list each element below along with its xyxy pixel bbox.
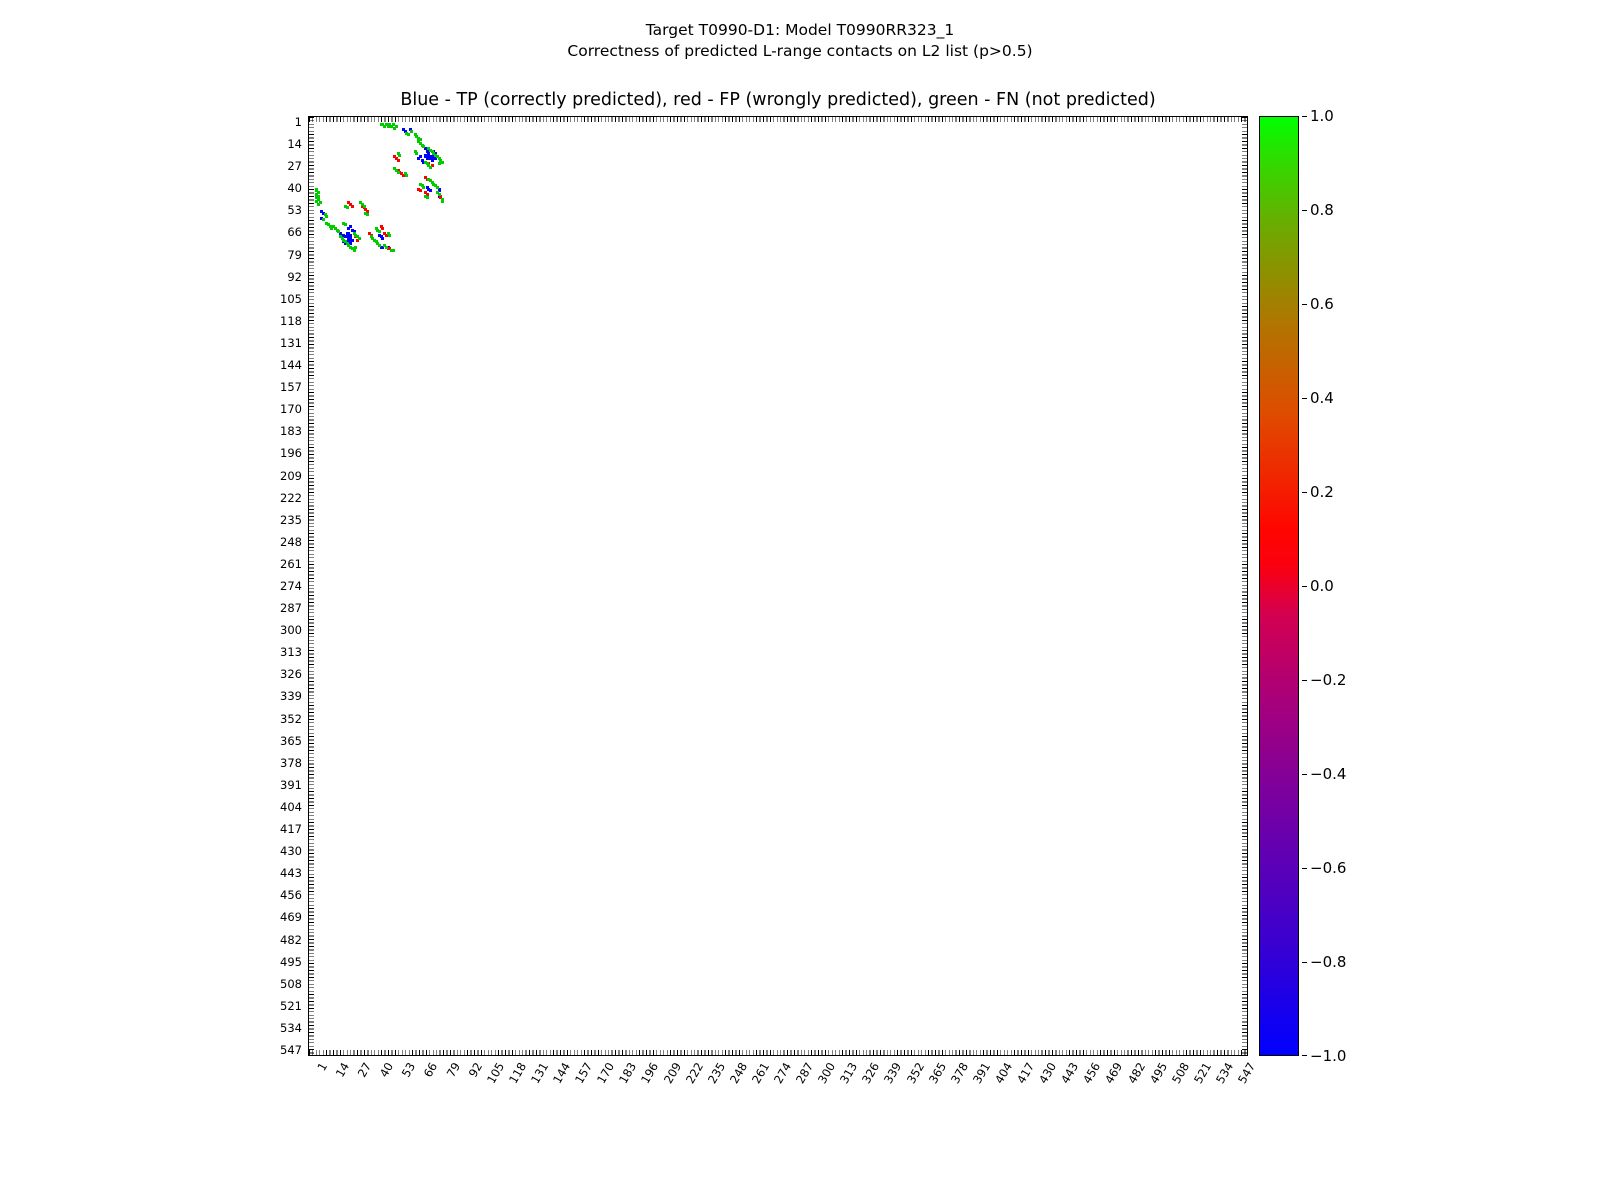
x-tick-label: 508 (1168, 1060, 1192, 1087)
x-tick-label: 40 (376, 1060, 397, 1080)
y-tick-label: 391 (280, 777, 302, 792)
colorbar-tick-mark (1302, 962, 1307, 963)
y-tick-label: 40 (287, 181, 302, 196)
x-tick-label: 339 (881, 1060, 905, 1087)
contact-point (429, 189, 432, 192)
x-tick-label: 27 (354, 1060, 375, 1080)
x-tick-label: 14 (332, 1060, 353, 1080)
contact-point (381, 237, 384, 240)
colorbar-tick-mark (1302, 586, 1307, 587)
colorbar (1259, 116, 1299, 1056)
y-tick-label: 196 (280, 446, 302, 461)
contact-point (395, 125, 398, 128)
colorbar-tick-label: −0.4 (1310, 765, 1347, 783)
y-tick-label: 508 (280, 976, 302, 991)
contact-point (351, 205, 354, 208)
colorbar-tick-label: 0.8 (1310, 201, 1334, 219)
y-tick-label: 417 (280, 822, 302, 837)
colorbar-tick-mark (1302, 1055, 1307, 1056)
y-tick-label: 261 (280, 556, 302, 571)
x-tick-label: 300 (815, 1060, 839, 1087)
x-tick-label: 144 (550, 1060, 574, 1087)
x-tick-label: 222 (682, 1060, 706, 1087)
x-tick-label: 261 (748, 1060, 773, 1087)
colorbar-tick-label: −0.8 (1310, 953, 1347, 971)
contact-point (381, 227, 384, 230)
y-tick-label: 131 (280, 335, 302, 350)
x-tick-label: 105 (483, 1060, 507, 1087)
x-tick-label: 118 (505, 1060, 529, 1087)
colorbar-tick-label: 0.4 (1310, 389, 1334, 407)
colorbar-tick-mark (1302, 210, 1307, 211)
x-axis-tick-labels (308, 1060, 1259, 1130)
x-tick-label: 469 (1102, 1060, 1126, 1087)
contact-point (392, 249, 395, 252)
x-tick-label: 248 (726, 1060, 750, 1087)
contact-point (419, 189, 422, 192)
x-tick-label: 209 (660, 1060, 684, 1087)
y-tick-label: 534 (280, 1020, 302, 1035)
y-tick-label: 222 (280, 490, 302, 505)
y-tick-label: 248 (280, 534, 302, 549)
contact-point (429, 166, 432, 169)
minor-ticks-right (1242, 117, 1247, 1055)
minor-ticks-top (309, 117, 1247, 122)
colorbar-tick-label: −0.2 (1310, 671, 1347, 689)
x-tick-label: 92 (465, 1060, 485, 1080)
contact-point (397, 171, 400, 174)
y-tick-label: 209 (280, 468, 302, 483)
contact-point (415, 152, 418, 155)
y-tick-label: 352 (280, 711, 302, 726)
contact-point (438, 162, 441, 165)
x-tick-label: 79 (443, 1060, 463, 1080)
figure-suptitle (0, 20, 1600, 62)
contact-point (346, 206, 349, 209)
colorbar-tick-label: 0.0 (1310, 577, 1334, 595)
colorbar-tick-mark (1302, 774, 1307, 775)
colorbar-tick-mark (1302, 492, 1307, 493)
x-tick-label: 430 (1036, 1060, 1060, 1087)
contact-point (424, 154, 427, 157)
x-tick-label: 313 (837, 1060, 861, 1087)
contact-point (378, 230, 381, 233)
x-tick-label: 352 (903, 1060, 927, 1087)
y-tick-label: 235 (280, 512, 302, 527)
colorbar-tick-label: 1.0 (1310, 107, 1334, 125)
x-tick-label: 534 (1212, 1060, 1237, 1087)
x-tick-label: 378 (947, 1060, 971, 1087)
contact-point (351, 239, 354, 242)
x-tick-label: 157 (572, 1060, 596, 1087)
colorbar-tick-mark (1302, 868, 1307, 869)
x-tick-label: 53 (399, 1060, 419, 1080)
contact-point (325, 215, 328, 218)
contact-point (346, 232, 349, 235)
y-tick-label: 339 (280, 689, 302, 704)
y-tick-label: 495 (280, 954, 302, 969)
colorbar-tick-mark (1302, 398, 1307, 399)
y-tick-label: 456 (280, 888, 302, 903)
x-tick-label: 287 (793, 1060, 817, 1087)
x-tick-label: 66 (421, 1060, 441, 1080)
x-tick-label: 456 (1080, 1060, 1104, 1087)
suptitle-line-2: Correctness of predicted L-range contacts on L2 list (p>0.5) (567, 42, 1033, 60)
y-tick-label: 53 (287, 203, 302, 218)
x-tick-label: 404 (991, 1060, 1016, 1087)
y-tick-label: 287 (280, 601, 302, 616)
x-tick-label: 170 (594, 1060, 618, 1087)
y-tick-label: 274 (280, 579, 302, 593)
contact-point (366, 213, 369, 216)
contact-point (429, 179, 432, 182)
contact-point (385, 246, 388, 249)
y-tick-label: 365 (280, 733, 302, 748)
y-tick-label: 105 (280, 291, 302, 306)
contact-point (426, 196, 429, 199)
y-tick-label: 469 (280, 910, 302, 925)
y-tick-label: 183 (280, 424, 302, 439)
y-tick-label: 14 (287, 137, 302, 152)
x-tick-label: 521 (1190, 1060, 1214, 1087)
x-tick-label: 274 (771, 1060, 795, 1087)
x-tick-label: 183 (616, 1060, 640, 1087)
y-axis-tick-labels (236, 116, 302, 1056)
x-tick-label: 417 (1014, 1060, 1038, 1087)
contact-point (317, 203, 320, 206)
y-tick-label: 313 (280, 645, 302, 660)
contact-point (441, 161, 444, 164)
y-tick-label: 300 (280, 623, 302, 638)
minor-ticks-left (309, 117, 314, 1055)
contact-point (388, 234, 391, 237)
colorbar-tick-label: −0.6 (1310, 859, 1347, 877)
colorbar-tick-label: 0.6 (1310, 295, 1334, 313)
contact-point (354, 246, 357, 249)
y-tick-label: 404 (280, 799, 302, 814)
contact-point (358, 237, 361, 240)
contact-point (436, 186, 439, 189)
y-tick-label: 521 (280, 998, 302, 1013)
contact-point (405, 174, 408, 177)
contact-point (397, 159, 400, 162)
contact-point (431, 159, 434, 162)
y-tick-label: 1 (294, 115, 302, 129)
y-tick-label: 157 (280, 380, 302, 395)
y-tick-label: 79 (287, 247, 302, 262)
x-tick-label: 443 (1058, 1060, 1082, 1087)
y-tick-label: 430 (280, 844, 302, 859)
contact-point (330, 227, 333, 230)
contact-point (422, 186, 425, 189)
contact-map-plot[interactable] (308, 116, 1248, 1056)
y-tick-label: 443 (280, 866, 302, 881)
y-tick-label: 378 (280, 755, 302, 770)
x-tick-label: 547 (1235, 1060, 1259, 1087)
minor-ticks-bottom (309, 1050, 1247, 1055)
contact-point (344, 223, 347, 226)
x-tick-label: 131 (527, 1060, 552, 1087)
x-tick-label: 326 (859, 1060, 883, 1087)
x-tick-label: 1 (314, 1060, 331, 1074)
contact-point (353, 249, 356, 252)
y-tick-label: 547 (280, 1043, 302, 1057)
contact-point (398, 154, 401, 157)
colorbar-tick-label: 0.2 (1310, 483, 1334, 501)
x-tick-label: 482 (1124, 1060, 1148, 1087)
x-tick-label: 495 (1146, 1060, 1170, 1087)
y-tick-label: 482 (280, 932, 302, 947)
y-tick-label: 92 (287, 269, 302, 284)
y-tick-label: 326 (280, 667, 302, 682)
y-tick-label: 118 (280, 313, 302, 328)
y-tick-label: 27 (287, 159, 302, 174)
contact-point (371, 237, 374, 240)
axes-title-legend: Blue - TP (correctly predicted), red - FP (wrongly predicted), green - FN (not predicted) (400, 90, 1156, 110)
contact-point (441, 200, 444, 203)
contact-point (363, 205, 366, 208)
contact-point (419, 138, 422, 141)
contact-point (378, 244, 381, 247)
x-tick-label: 196 (638, 1060, 662, 1087)
contact-point (407, 133, 410, 136)
y-tick-label: 170 (280, 402, 302, 417)
colorbar-tick-mark (1302, 680, 1307, 681)
y-tick-label: 66 (287, 225, 302, 240)
colorbar-tick-label: −1.0 (1310, 1047, 1347, 1065)
x-tick-label: 235 (704, 1060, 728, 1087)
colorbar-tick-mark (1302, 304, 1307, 305)
suptitle-line-1: Target T0990-D1: Model T0990RR323_1 (645, 21, 955, 39)
colorbar-tick-labels (1302, 107, 1362, 1065)
colorbar-tick-mark (1302, 116, 1307, 117)
contact-point (337, 230, 340, 233)
contact-point (438, 193, 441, 196)
x-tick-label: 391 (969, 1060, 993, 1087)
contact-point (422, 145, 425, 148)
x-tick-label: 365 (925, 1060, 949, 1087)
y-tick-label: 144 (280, 358, 302, 373)
